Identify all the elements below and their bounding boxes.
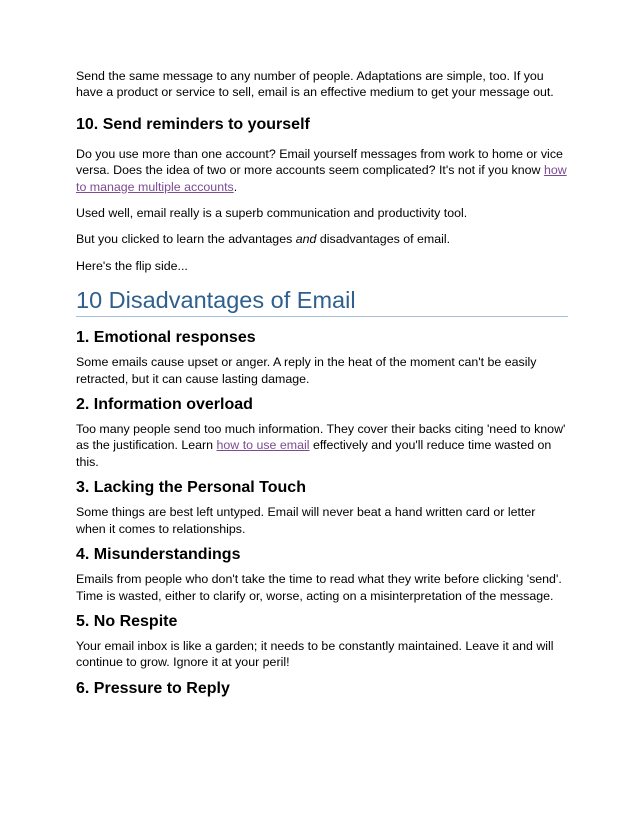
section-title-disadvantages: 10 Disadvantages of Email (76, 286, 568, 317)
heading-personal-touch: 3. Lacking the Personal Touch (76, 479, 306, 497)
paragraph-emotional-responses: Some emails cause upset or anger. A reply in the heat of the moment can't be easily retracted, but it can cause lasting damage. (76, 355, 537, 386)
heading-information-overload: 2. Information overload (76, 396, 253, 414)
paragraph-flip-side: Here's the flip side... (76, 258, 188, 273)
paragraph-text-end: effectively and you'll reduce time wasted on this. (76, 438, 552, 469)
paragraph-text: Do you use more than one account? Email yourself messages from work to home or vice versa. Does the idea of two or more accounts seem complicated? It's not if you know (76, 146, 563, 178)
emphasis-and: and (295, 232, 317, 247)
paragraph-text-end: disadvantages of email. (316, 232, 451, 247)
heading-send-reminders: 10. Send reminders to yourself (76, 115, 310, 133)
paragraph-multiple-accounts (76, 146, 568, 195)
paragraph-text: But you clicked to learn the advantages (76, 232, 296, 247)
link-manage-multiple-accounts[interactable]: how to manage multiple accounts (76, 163, 567, 194)
document-page (76, 68, 568, 699)
paragraph-clicked (76, 231, 568, 247)
paragraph-personal-touch: Some things are best left untyped. Email will never beat a hand written card or letter when it comes to relationships. (76, 505, 536, 536)
paragraph-no-respite: Your email inbox is like a garden; it needs to be constantly maintained. Leave it and will continue to grow. Ignore it at your peril! (76, 638, 554, 670)
paragraph-text-end: . (233, 179, 238, 194)
heading-pressure-to-reply: 6. Pressure to Reply (76, 679, 230, 697)
paragraph-information-overload (76, 421, 568, 470)
heading-misunderstandings: 4. Misunderstandings (76, 546, 241, 564)
paragraph-misunderstandings: Emails from people who don't take the time to read what they write before clicking 'send'. Time is wasted, either to clarify or, worse, acting on a misinterpretation of the message. (76, 572, 562, 603)
intro-paragraph: Send the same message to any number of people. Adaptations are simple, too. If you have a product or service to sell, email is an effective medium to get your message out. (76, 69, 554, 100)
heading-no-respite: 5. No Respite (76, 612, 178, 630)
paragraph-text: Too many people send too much information. They cover their backs citing 'need to know' as the justification. Learn (76, 422, 566, 453)
heading-emotional-responses: 1. Emotional responses (76, 329, 256, 347)
link-how-to-use-email[interactable]: how to use email (216, 438, 310, 453)
paragraph-used-well: Used well, email really is a superb communication and productivity tool. (76, 206, 468, 221)
